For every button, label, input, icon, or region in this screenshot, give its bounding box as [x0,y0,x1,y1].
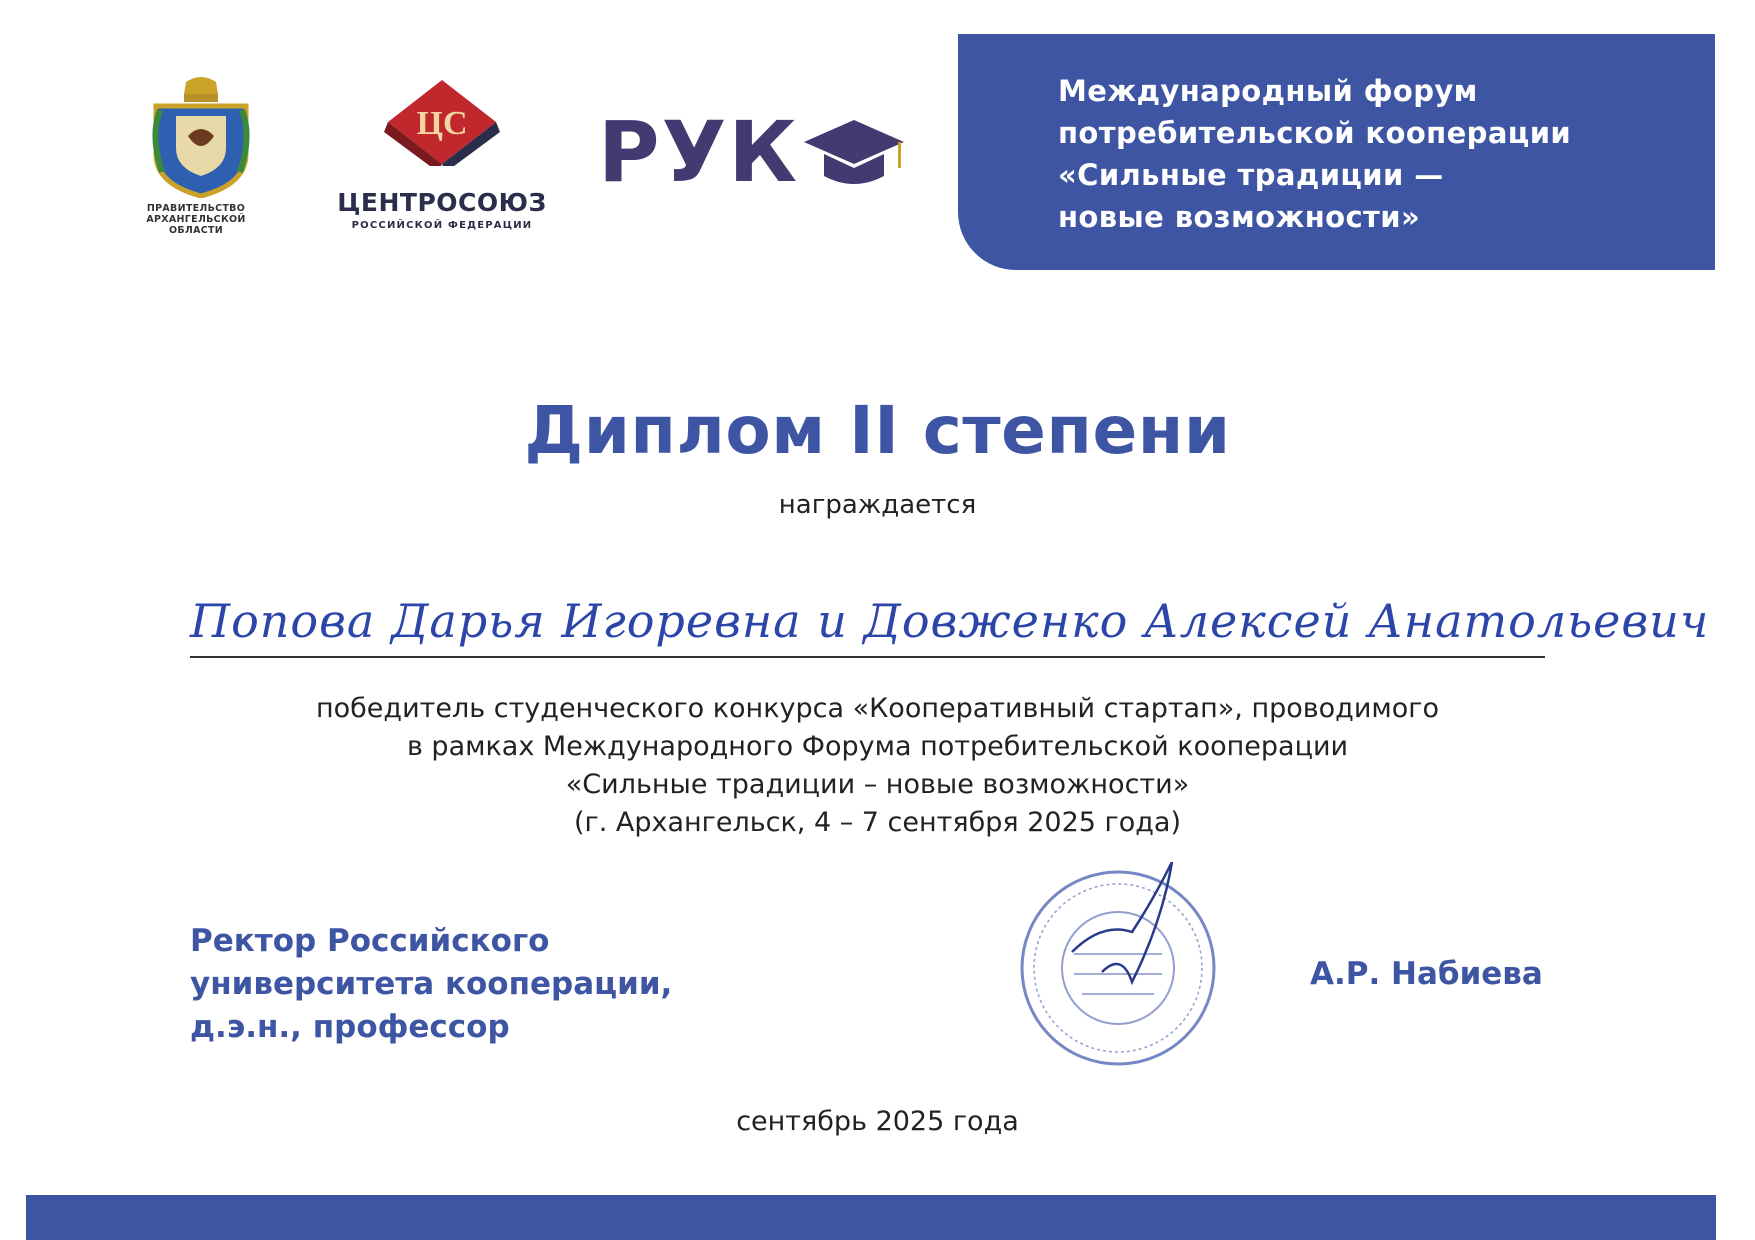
forum-title-line: новые возможности» [1058,200,1421,234]
government-line: ПРАВИТЕЛЬСТВО [146,203,246,214]
position-line: Ректор Российского [190,923,550,959]
forum-title-line: «Сильные традиции — [1058,158,1444,192]
signatory-position [190,920,750,1049]
position-line: д.э.н., профессор [190,1009,510,1045]
forum-title [1058,70,1698,238]
name-underline [190,656,1545,658]
government-line: ОБЛАСТИ [168,225,224,236]
forum-title-line: потребительской кооперации [1058,116,1572,150]
government-line: АРХАНГЕЛЬСКОЙ [146,214,246,225]
government-name [120,203,272,236]
description-line: в рамках Международного Форума потребительской кооперации [406,731,1349,762]
graduation-cap-icon [800,114,908,198]
position-line: университета кооперации, [190,966,673,1002]
footer-bar [26,1195,1716,1240]
diploma-title: Диплом II степени [524,392,1231,469]
awarded-label: награждается [778,490,977,520]
svg-text:ЦС: ЦС [416,105,468,142]
award-description [200,690,1555,842]
description-line: (г. Архангельск, 4 – 7 сентября 2025 года) [574,807,1181,838]
recipients-handwritten: Попова Дарья Игоревна и Довженко Алексей Анатольевич [190,594,1710,648]
round-seal-icon [1012,862,1224,1074]
centrosoyuz-name: ЦЕНТРОСОЮЗ [337,188,547,217]
description-line: «Сильные традиции – новые возможности» [565,769,1190,800]
coat-of-arms-icon [146,76,256,198]
issue-date: сентябрь 2025 года [736,1106,1019,1137]
description-line: победитель студенческого конкурса «Кооперативный стартап», проводимого [315,693,1439,724]
centrosoyuz-emblem-icon [380,78,504,166]
ruk-logo-text: РУК [598,103,799,201]
centrosoyuz-subtitle: РОССИЙСКОЙ ФЕДЕРАЦИИ [351,220,533,231]
forum-title-line: Международный форум [1058,74,1478,108]
signatory-name: А.Р. Набиева [1310,956,1543,992]
